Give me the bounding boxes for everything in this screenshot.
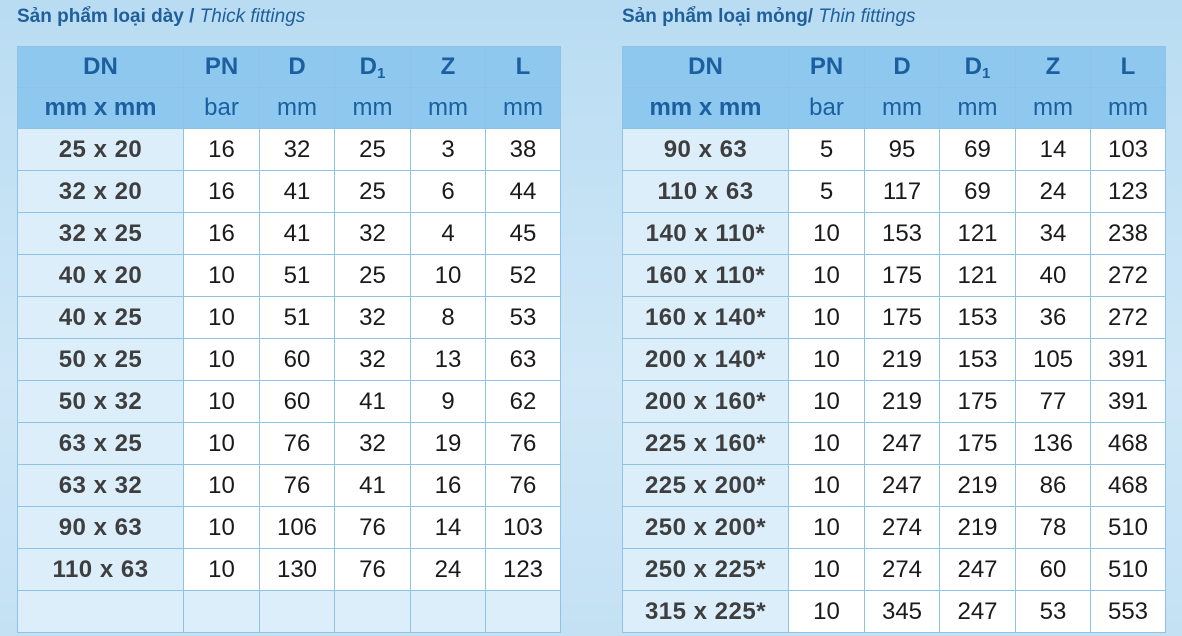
table-cell: 10 bbox=[789, 423, 865, 465]
table-row bbox=[18, 507, 561, 549]
table-cell: 247 bbox=[940, 591, 1016, 633]
table-cell: 53 bbox=[1016, 591, 1091, 633]
table-cell: 4 bbox=[411, 213, 486, 255]
table-cell: 50 x 25 bbox=[18, 339, 184, 381]
table-row bbox=[623, 381, 1166, 423]
table-cell: 32 bbox=[335, 339, 411, 381]
table-row bbox=[623, 549, 1166, 591]
table-cell: 62 bbox=[486, 381, 561, 423]
table-cell: 274 bbox=[865, 507, 940, 549]
table-row bbox=[623, 339, 1166, 381]
thick-header-d1 bbox=[335, 47, 411, 88]
table-cell: 391 bbox=[1091, 381, 1166, 423]
table-row bbox=[18, 549, 561, 591]
table-row bbox=[623, 465, 1166, 507]
table-cell: 60 bbox=[260, 381, 335, 423]
thick-fittings-table bbox=[17, 46, 561, 633]
table-cell: 510 bbox=[1091, 507, 1166, 549]
thin-fittings-title bbox=[622, 0, 1165, 38]
table-cell: 110 x 63 bbox=[623, 171, 789, 213]
table-cell: 160 x 140* bbox=[623, 297, 789, 339]
thin-header-dn: DN bbox=[623, 47, 789, 88]
table-cell: 78 bbox=[1016, 507, 1091, 549]
table-cell: 32 bbox=[335, 213, 411, 255]
table-row bbox=[623, 507, 1166, 549]
table-cell: 10 bbox=[789, 381, 865, 423]
thick-fittings-title bbox=[17, 0, 560, 38]
table-row bbox=[18, 129, 561, 171]
table-cell: 219 bbox=[865, 339, 940, 381]
thin-header-d1 bbox=[940, 47, 1016, 88]
table-row bbox=[18, 297, 561, 339]
table-cell: 76 bbox=[260, 423, 335, 465]
table-cell: 10 bbox=[184, 549, 260, 591]
table-cell: 51 bbox=[260, 297, 335, 339]
table-cell: 41 bbox=[335, 381, 411, 423]
table-cell: 19 bbox=[411, 423, 486, 465]
table-row bbox=[623, 255, 1166, 297]
table-cell: 40 bbox=[1016, 255, 1091, 297]
table-cell: 274 bbox=[865, 549, 940, 591]
table-cell: 32 bbox=[335, 297, 411, 339]
table-row bbox=[18, 465, 561, 507]
table-cell: 69 bbox=[940, 129, 1016, 171]
table-row bbox=[623, 423, 1166, 465]
table-cell: 3 bbox=[411, 129, 486, 171]
table-cell: 60 bbox=[260, 339, 335, 381]
table-cell: 136 bbox=[1016, 423, 1091, 465]
thin-header-d1-main: D bbox=[964, 52, 982, 80]
thick-unit-z: mm bbox=[411, 88, 486, 129]
table-cell: 16 bbox=[411, 465, 486, 507]
table-cell: 10 bbox=[184, 423, 260, 465]
thick-title-en: Thick fittings bbox=[199, 6, 306, 27]
table-cell: 63 x 32 bbox=[18, 465, 184, 507]
thin-header-z: Z bbox=[1016, 47, 1091, 88]
table-cell: 10 bbox=[184, 255, 260, 297]
table-cell: 140 x 110* bbox=[623, 213, 789, 255]
empty-row bbox=[18, 591, 561, 633]
table-cell: 153 bbox=[940, 297, 1016, 339]
table-cell: 200 x 160* bbox=[623, 381, 789, 423]
table-cell: 25 bbox=[335, 129, 411, 171]
thick-header-l: L bbox=[486, 47, 561, 88]
table-cell: 10 bbox=[789, 213, 865, 255]
table-cell: 13 bbox=[411, 339, 486, 381]
table-cell: 110 x 63 bbox=[18, 549, 184, 591]
table-row bbox=[623, 171, 1166, 213]
thin-header-pn: PN bbox=[789, 47, 865, 88]
thick-unit-d: mm bbox=[260, 88, 335, 129]
table-cell: 103 bbox=[486, 507, 561, 549]
table-cell: 103 bbox=[1091, 129, 1166, 171]
thin-title-en: Thin fittings bbox=[818, 6, 916, 27]
empty-cell bbox=[486, 591, 561, 633]
table-cell: 10 bbox=[184, 381, 260, 423]
table-cell: 16 bbox=[184, 129, 260, 171]
table-cell: 247 bbox=[940, 549, 1016, 591]
table-cell: 34 bbox=[1016, 213, 1091, 255]
table-cell: 44 bbox=[486, 171, 561, 213]
table-cell: 10 bbox=[789, 549, 865, 591]
table-cell: 510 bbox=[1091, 549, 1166, 591]
table-cell: 106 bbox=[260, 507, 335, 549]
table-cell: 160 x 110* bbox=[623, 255, 789, 297]
table-cell: 121 bbox=[940, 213, 1016, 255]
thin-fittings-table bbox=[622, 46, 1166, 633]
table-cell: 117 bbox=[865, 171, 940, 213]
table-cell: 10 bbox=[789, 591, 865, 633]
table-row bbox=[18, 255, 561, 297]
table-row bbox=[18, 381, 561, 423]
table-cell: 10 bbox=[789, 255, 865, 297]
table-cell: 105 bbox=[1016, 339, 1091, 381]
table-cell: 52 bbox=[486, 255, 561, 297]
table-cell: 90 x 63 bbox=[18, 507, 184, 549]
table-cell: 468 bbox=[1091, 465, 1166, 507]
table-cell: 24 bbox=[1016, 171, 1091, 213]
table-cell: 50 x 32 bbox=[18, 381, 184, 423]
table-cell: 69 bbox=[940, 171, 1016, 213]
empty-cell bbox=[411, 591, 486, 633]
table-row bbox=[623, 129, 1166, 171]
table-cell: 315 x 225* bbox=[623, 591, 789, 633]
table-cell: 175 bbox=[865, 297, 940, 339]
table-cell: 76 bbox=[335, 507, 411, 549]
table-cell: 36 bbox=[1016, 297, 1091, 339]
table-cell: 41 bbox=[260, 213, 335, 255]
thin-header-l: L bbox=[1091, 47, 1166, 88]
table-cell: 219 bbox=[940, 507, 1016, 549]
table-cell: 345 bbox=[865, 591, 940, 633]
table-cell: 10 bbox=[789, 507, 865, 549]
table-cell: 468 bbox=[1091, 423, 1166, 465]
table-cell: 10 bbox=[789, 297, 865, 339]
table-cell: 121 bbox=[940, 255, 1016, 297]
thick-header-z: Z bbox=[411, 47, 486, 88]
table-cell: 10 bbox=[411, 255, 486, 297]
table-row bbox=[18, 213, 561, 255]
thin-title-vi: Sản phẩm loại mỏng/ bbox=[622, 6, 814, 27]
table-cell: 553 bbox=[1091, 591, 1166, 633]
table-cell: 6 bbox=[411, 171, 486, 213]
table-cell: 219 bbox=[940, 465, 1016, 507]
table-cell: 153 bbox=[940, 339, 1016, 381]
table-cell: 86 bbox=[1016, 465, 1091, 507]
table-cell: 10 bbox=[184, 339, 260, 381]
table-cell: 10 bbox=[184, 507, 260, 549]
thick-header-d1-main: D bbox=[359, 52, 377, 80]
table-cell: 40 x 25 bbox=[18, 297, 184, 339]
table-cell: 175 bbox=[865, 255, 940, 297]
table-cell: 14 bbox=[1016, 129, 1091, 171]
thick-table-body bbox=[18, 129, 561, 633]
table-cell: 76 bbox=[486, 465, 561, 507]
table-cell: 250 x 200* bbox=[623, 507, 789, 549]
table-cell: 16 bbox=[184, 171, 260, 213]
table-cell: 247 bbox=[865, 465, 940, 507]
table-cell: 175 bbox=[940, 423, 1016, 465]
empty-cell bbox=[335, 591, 411, 633]
table-cell: 200 x 140* bbox=[623, 339, 789, 381]
thick-title-vi: Sản phẩm loại dày / bbox=[17, 6, 195, 27]
table-cell: 9 bbox=[411, 381, 486, 423]
table-cell: 24 bbox=[411, 549, 486, 591]
thin-unit-pn: bar bbox=[789, 88, 865, 129]
table-cell: 219 bbox=[865, 381, 940, 423]
table-cell: 14 bbox=[411, 507, 486, 549]
table-cell: 5 bbox=[789, 171, 865, 213]
table-cell: 225 x 200* bbox=[623, 465, 789, 507]
table-cell: 10 bbox=[184, 465, 260, 507]
table-cell: 95 bbox=[865, 129, 940, 171]
table-row bbox=[18, 171, 561, 213]
thick-header-pn: PN bbox=[184, 47, 260, 88]
table-cell: 60 bbox=[1016, 549, 1091, 591]
thick-unit-dn: mm x mm bbox=[18, 88, 184, 129]
thin-units-row bbox=[623, 88, 1166, 129]
thick-unit-pn: bar bbox=[184, 88, 260, 129]
table-cell: 32 bbox=[260, 129, 335, 171]
table-cell: 272 bbox=[1091, 297, 1166, 339]
thick-unit-d1: mm bbox=[335, 88, 411, 129]
thin-unit-l: mm bbox=[1091, 88, 1166, 129]
table-cell: 51 bbox=[260, 255, 335, 297]
thin-unit-dn: mm x mm bbox=[623, 88, 789, 129]
thick-units-row bbox=[18, 88, 561, 129]
thin-unit-d: mm bbox=[865, 88, 940, 129]
thick-header-d: D bbox=[260, 47, 335, 88]
table-cell: 175 bbox=[940, 381, 1016, 423]
table-cell: 272 bbox=[1091, 255, 1166, 297]
table-cell: 40 x 20 bbox=[18, 255, 184, 297]
thin-unit-z: mm bbox=[1016, 88, 1091, 129]
empty-cell bbox=[18, 591, 184, 633]
table-cell: 247 bbox=[865, 423, 940, 465]
table-cell: 10 bbox=[184, 297, 260, 339]
thin-table-body bbox=[623, 129, 1166, 633]
thin-header-row bbox=[623, 47, 1166, 88]
thick-header-dn: DN bbox=[18, 47, 184, 88]
table-cell: 16 bbox=[184, 213, 260, 255]
table-cell: 5 bbox=[789, 129, 865, 171]
thick-header-d1-sub: 1 bbox=[377, 64, 386, 82]
table-row bbox=[18, 339, 561, 381]
thin-fittings-panel bbox=[622, 0, 1165, 625]
table-cell: 153 bbox=[865, 213, 940, 255]
table-cell: 225 x 160* bbox=[623, 423, 789, 465]
thick-header-row bbox=[18, 47, 561, 88]
table-cell: 53 bbox=[486, 297, 561, 339]
table-cell: 32 bbox=[335, 423, 411, 465]
table-cell: 63 x 25 bbox=[18, 423, 184, 465]
table-cell: 76 bbox=[260, 465, 335, 507]
table-cell: 76 bbox=[486, 423, 561, 465]
table-cell: 45 bbox=[486, 213, 561, 255]
table-cell: 391 bbox=[1091, 339, 1166, 381]
empty-cell bbox=[260, 591, 335, 633]
table-cell: 32 x 20 bbox=[18, 171, 184, 213]
table-row bbox=[18, 423, 561, 465]
table-cell: 10 bbox=[789, 339, 865, 381]
table-row bbox=[623, 213, 1166, 255]
table-cell: 90 x 63 bbox=[623, 129, 789, 171]
table-cell: 41 bbox=[335, 465, 411, 507]
table-row bbox=[623, 591, 1166, 633]
table-cell: 32 x 25 bbox=[18, 213, 184, 255]
table-cell: 77 bbox=[1016, 381, 1091, 423]
table-cell: 63 bbox=[486, 339, 561, 381]
table-cell: 76 bbox=[335, 549, 411, 591]
thick-unit-l: mm bbox=[486, 88, 561, 129]
thick-fittings-panel bbox=[17, 0, 560, 583]
table-cell: 130 bbox=[260, 549, 335, 591]
table-row bbox=[623, 297, 1166, 339]
thin-header-d1-sub: 1 bbox=[982, 64, 991, 82]
table-cell: 41 bbox=[260, 171, 335, 213]
table-cell: 38 bbox=[486, 129, 561, 171]
table-cell: 250 x 225* bbox=[623, 549, 789, 591]
empty-cell bbox=[184, 591, 260, 633]
table-cell: 238 bbox=[1091, 213, 1166, 255]
table-cell: 25 x 20 bbox=[18, 129, 184, 171]
thin-unit-d1: mm bbox=[940, 88, 1016, 129]
table-cell: 25 bbox=[335, 171, 411, 213]
table-cell: 10 bbox=[789, 465, 865, 507]
thin-header-d: D bbox=[865, 47, 940, 88]
table-cell: 25 bbox=[335, 255, 411, 297]
table-cell: 123 bbox=[1091, 171, 1166, 213]
table-cell: 123 bbox=[486, 549, 561, 591]
table-cell: 8 bbox=[411, 297, 486, 339]
